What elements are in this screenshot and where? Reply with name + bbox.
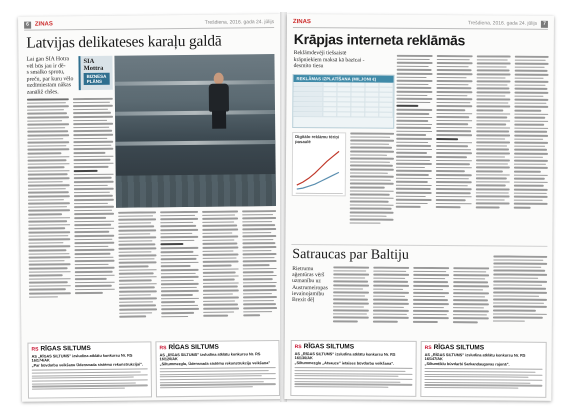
ad-logo-row (159, 343, 275, 351)
second-column-3 (413, 267, 449, 337)
second-column-2 (373, 267, 409, 337)
rigas-siltums-logo-icon: RS (294, 343, 302, 350)
chart-series-line (297, 151, 339, 185)
person-torso (209, 84, 229, 112)
folio-date: Trešdiena, 2016. gada 24. jūlijs (467, 20, 538, 27)
page-headline: Latvijas delikateses karaļu galdā (26, 32, 222, 52)
infobox-title: SIA Mottra (83, 57, 104, 73)
section-brand: ZINAS (34, 21, 53, 28)
ad-rigas-siltums-3[interactable] (290, 340, 416, 397)
ad-body (424, 368, 542, 389)
ad-brand: RĪGAS SILTUMS (303, 343, 355, 351)
second-headline: Satraucas par Baltiju (292, 247, 410, 263)
body-column-2 (395, 55, 432, 239)
ad-title: AS „RĪGAS SILTUMS” izsludina atklātu konkursu Nr. RS 16/120/AK „Siltummezglu, Ūdensvada sistēmu rekonstrukciju veikšana” (159, 352, 271, 367)
infobox-label: BIZNESA PLĀNS (84, 73, 110, 85)
left-page (18, 14, 284, 402)
body-column-3 (118, 211, 157, 337)
table-title: REKLĀMAS IZPLATĪŠANA (MILJONI €) (294, 75, 394, 83)
page-headline: Krāpjas interneta reklāmās (293, 31, 466, 49)
body-column-3 (435, 55, 472, 239)
body-column-5 (202, 210, 239, 336)
body-column-1 (27, 98, 72, 338)
ad-body (32, 369, 148, 390)
ad-body (160, 367, 276, 388)
right-page (284, 14, 554, 401)
ad-title: AS „RĪGAS SILTUMS” izsludina atklātu konkursu Nr. RS 16/130/AK „Siltummezglu „Atsauce” ietaises būvdarbu veikšana”. (294, 352, 396, 366)
second-column-1 (333, 266, 369, 336)
second-lead: Rietrumu aģentūras vērš uzmanību uz Austrumeiropas ievainojamību Brexit dēļ (291, 266, 328, 304)
person-legs (212, 111, 226, 129)
body-column-4 (475, 55, 510, 239)
ad-rigas-siltums-2[interactable] (155, 340, 280, 397)
rigas-siltums-logo-icon: RS (424, 344, 432, 351)
body-column-2 (73, 98, 116, 338)
chart-series-line (297, 172, 339, 189)
photo-tanks (116, 174, 276, 208)
ad-brand: RĪGAS SILTUMS (433, 344, 485, 352)
chart-title: Digitālo reklāmu tēriņi pasaulē (295, 134, 340, 145)
photo-shelf (115, 110, 275, 116)
ad-brand: RĪGAS SILTUMS (168, 343, 219, 352)
folio-date: Trešdiena, 2016. gada 24. jūlijs (204, 19, 275, 26)
article-lead: Lai gan SIA Hotra vēl būs jau ir dē- s smalko sprotu, preču, par kuru vēlo uzdīmiestam nākas zanāliž chšes. (26, 56, 74, 96)
article-photo (114, 54, 276, 208)
ad-rigas-siltums-1[interactable] (27, 341, 152, 398)
body-column-1 (349, 132, 394, 242)
page-number: 6 (24, 21, 31, 28)
rigas-siltums-logo-icon: RS (31, 346, 39, 353)
rigas-siltums-logo-icon: RS (159, 344, 167, 351)
body-column-4 (160, 211, 199, 337)
second-column-5 (493, 255, 548, 337)
photo-shelf (115, 140, 275, 146)
body-column-6 (242, 210, 277, 336)
ad-title: AS „RĪGAS SILTUMS” izsludina atklātu konkursu Nr. RS 16/147/AK „Siltumtīklu būvdarbi Sarkandaugavas rajonā”. (424, 352, 526, 367)
ad-logo-row (295, 343, 413, 351)
chart-graphic (293, 145, 345, 197)
article-lead: Reklāmdevēji tiešsaistē krāpniekiem maksā kā bazīcai - desmito tiesu (293, 50, 365, 70)
ad-title: AS „RĪGAS SILTUMS” izsludina atklātu konkursu Nr. RS 16/174/AK „Par būvdarbu veikšanu Ūdensvada sistēmu rekonstrukcijai”. (31, 353, 144, 368)
section-brand: ZINAS (292, 19, 311, 26)
ad-rigas-siltums-4[interactable] (420, 341, 546, 398)
company-infobox (78, 56, 112, 90)
body-column-5 (513, 56, 548, 240)
page-number: 7 (541, 20, 548, 27)
ad-logo-row (31, 344, 147, 352)
photo-shelf (115, 80, 275, 86)
second-column-4 (453, 267, 489, 337)
ad-spend-table (292, 74, 394, 129)
digital-ad-chart (292, 132, 346, 196)
ad-body (294, 367, 412, 388)
ad-brand: RĪGAS SILTUMS (40, 344, 91, 353)
photo-person (207, 73, 232, 129)
ad-logo-row (425, 344, 543, 352)
